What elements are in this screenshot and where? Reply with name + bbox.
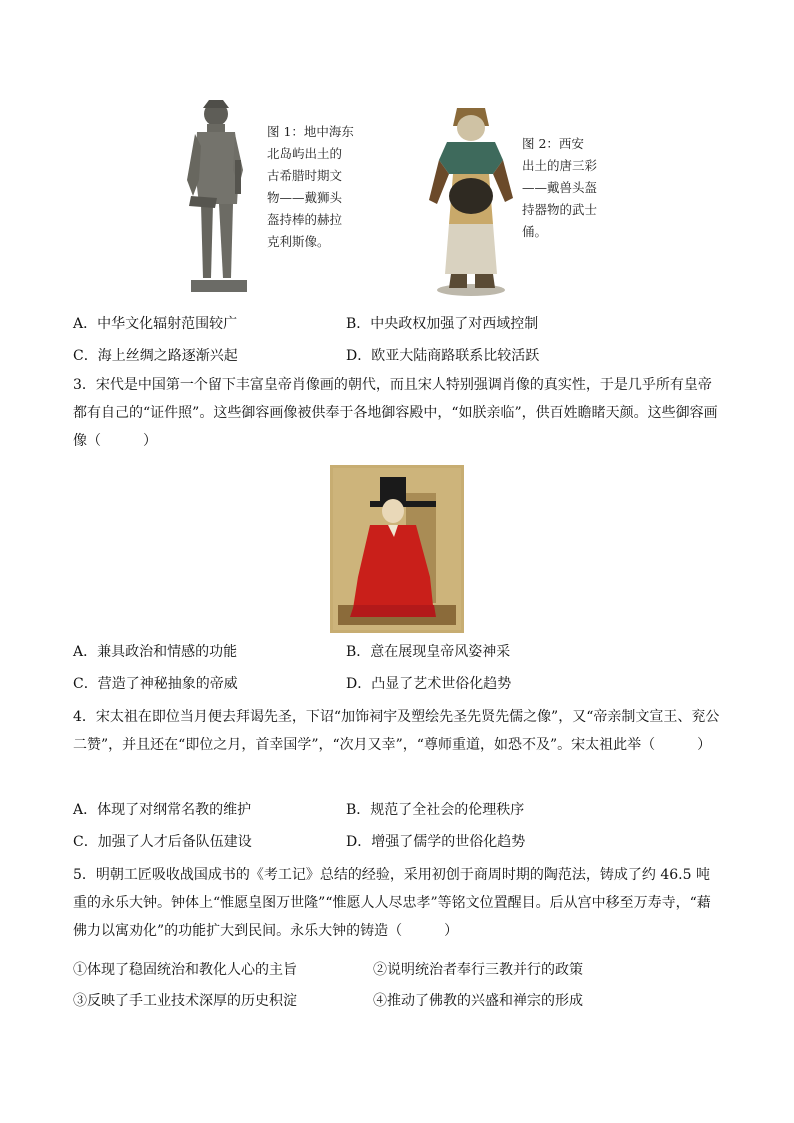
q3-option-b[interactable]: B．意在展现皇帝风姿神采 — [346, 644, 511, 660]
q2-option-b[interactable]: B．中央政权加强了对西域控制 — [346, 316, 539, 332]
q2-option-d[interactable]: D．欧亚大陆商路联系比较活跃 — [346, 348, 540, 364]
figure-1-caption: 图 1：地中海东 北岛屿出土的 古希腊时期文 物——戴狮头 盔持棒的赫拉 克利斯像。 — [267, 124, 354, 249]
q4-question-stem: 4．宋太祖在即位当月便去拜谒先圣，下诏“加饰祠宇及塑绘先圣先贤先儒之像”，又“帝亲制文宣王、兖公二赞”，并且还在“即位之月，首幸国学”，“次月又幸”，“尊师重道，如恐不及”。宋太祖此举（ ） — [73, 709, 720, 753]
heracles-statue-image — [183, 100, 253, 296]
q5-statement-1[interactable]: ①体现了稳固统治和教化人心的主旨 — [73, 962, 297, 978]
q3-option-d[interactable]: D．凸显了艺术世俗化趋势 — [346, 676, 512, 692]
q4-option-c[interactable]: C．加强了人才后备队伍建设 — [73, 834, 252, 850]
figure-2-caption: 图 2：西安 出土的唐三彩 ——戴兽头盔 持器物的武士 俑。 — [522, 136, 598, 239]
tang-sancai-warrior-image — [423, 104, 519, 296]
q4-option-d[interactable]: D．增强了儒学的世俗化趋势 — [346, 834, 526, 850]
q3-option-c[interactable]: C．营造了神秘抽象的帝威 — [73, 676, 238, 692]
q5-statement-3[interactable]: ③反映了手工业技术深厚的历史积淀 — [73, 993, 297, 1009]
q5-statement-2[interactable]: ②说明统治者奉行三教并行的政策 — [373, 962, 583, 978]
q4-option-b[interactable]: B．规范了全社会的伦理秩序 — [346, 802, 525, 818]
q5-statement-4[interactable]: ④推动了佛教的兴盛和禅宗的形成 — [373, 993, 583, 1009]
song-emperor-portrait-image — [330, 465, 464, 633]
q5-question-stem: 5．明朝工匠吸收战国成书的《考工记》总结的经验，采用初创于商周时期的陶范法，铸成了约 46.5 吨重的永乐大钟。钟体上“惟愿皇图万世隆”“惟愿人人尽忠孝”等铭文位置醒目。后从宫中移至万寿寺，“藉佛力以寓劝化”的功能扩大到民间。永乐大钟的铸造（ ） — [73, 867, 711, 939]
q4-option-a[interactable]: A．体现了对纲常名教的维护 — [73, 802, 252, 818]
q2-option-a[interactable]: A．中华文化辐射范围较广 — [73, 316, 238, 332]
q2-option-c[interactable]: C．海上丝绸之路逐渐兴起 — [73, 348, 238, 364]
q3-question-stem: 3．宋代是中国第一个留下丰富皇帝肖像画的朝代，而且宋人特别强调肖像的真实性，于是几乎所有皇帝都有自己的“证件照”。这些御容画像被供奉于各地御容殿中，“如朕亲临”，供百姓瞻睹天颜。这些御容画像（ ） — [73, 377, 718, 449]
q3-option-a[interactable]: A．兼具政治和情感的功能 — [73, 644, 238, 660]
